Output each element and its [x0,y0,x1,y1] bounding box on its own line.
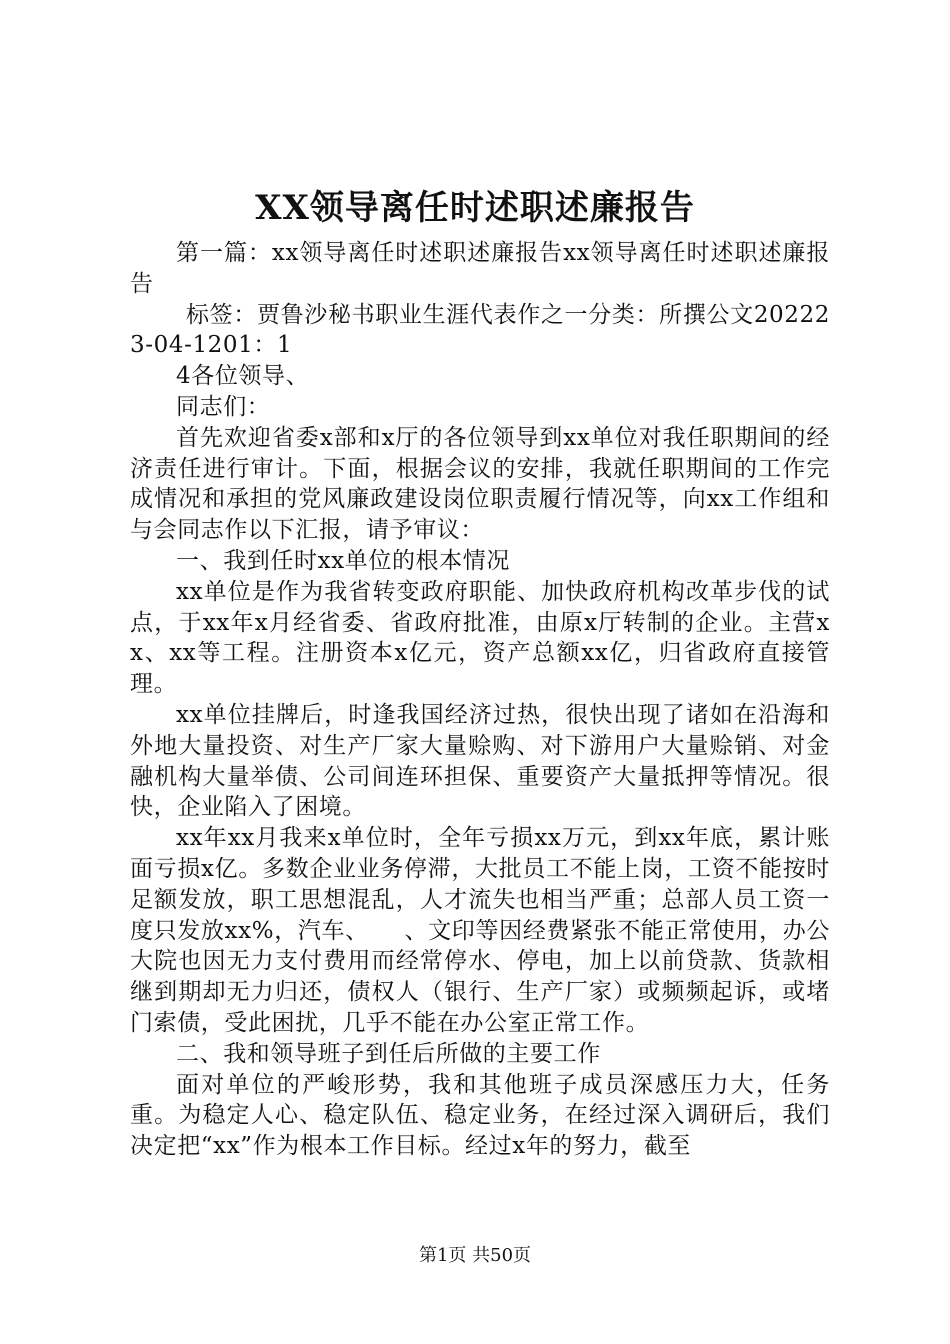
paragraph-salutation-comrades: 同志们： [176,393,271,420]
page-footer: 第1页 共50页 [418,1245,532,1266]
paragraph-unit-intro: xx单位是作为我省转变政府职能、加快政府机构改革步伐的试点，于xx年x月经省委、省政府批准，由原x厅转制的企业。主营xx、xx等工程。注册资本x亿元，资产总额xx亿，归省政府直接管理。 [130,578,830,698]
paragraph-welcome: 首先欢迎省委x部和x厅的各位领导到xx单位对我任职期间的经济责任进行审计。下面，根据会议的安排，我就任职期间的工作完成情况和承担的党风廉政建设岗位职责履行情况等，向xx工作组和与会同志作以下汇报，请予审议： [130,424,830,544]
document-title: XX领导离任时述职述廉报告 [255,188,695,228]
paragraph-tags: 标签：贾鲁沙秘书职业生涯代表作之一分类：所撰公文202223-04-1201：1 [130,301,830,359]
paragraph-main-work: 面对单位的严峻形势，我和其他班子成员深感压力大，任务重。为稳定人心、稳定队伍、稳定业务，在经过深入调研后，我们决定把“xx”作为根本工作目标。经过x年的努力，截至 [130,1071,830,1160]
paragraph-unit-difficulties: xx单位挂牌后，时逢我国经济过热，很快出现了诸如在沿海和外地大量投资、对生产厂家大量赊购、对下游用户大量赊销、对金融机构大量举债、公司间连环担保、重要资产大量抵押等情况。很快，企业陷入了困境。 [130,701,830,821]
paragraph-salutation-leaders: 4各位领导、 [176,363,310,390]
section-heading-2: 二、我和领导班子到任后所做的主要工作 [176,1040,601,1067]
paragraph-first-article: 第一篇：xx领导离任时述职述廉报告xx领导离任时述职述廉报告 [130,240,830,297]
document-body [130,238,830,1162]
paragraph-losses: xx年xx月我来x单位时，全年亏损xx万元，到xx年底，累计账面亏损x亿。多数企业业务停滞，大批员工不能上岗，工资不能按时足额发放，职工思想混乱，人才流失也相当严重；总部人员工资一度只发放xx%，汽车、 、文印等因经费紧张不能正常使用，办公大院也因无力支付费用而经常停水、停电，加上以前贷款、货款相继到期却无力归还，债权人（银行、生产厂家）或频频起诉，或堵门索债，受此困扰，几乎不能在办公室正常工作。 [130,825,830,1036]
section-heading-1: 一、我到任时xx单位的根本情况 [176,547,510,574]
